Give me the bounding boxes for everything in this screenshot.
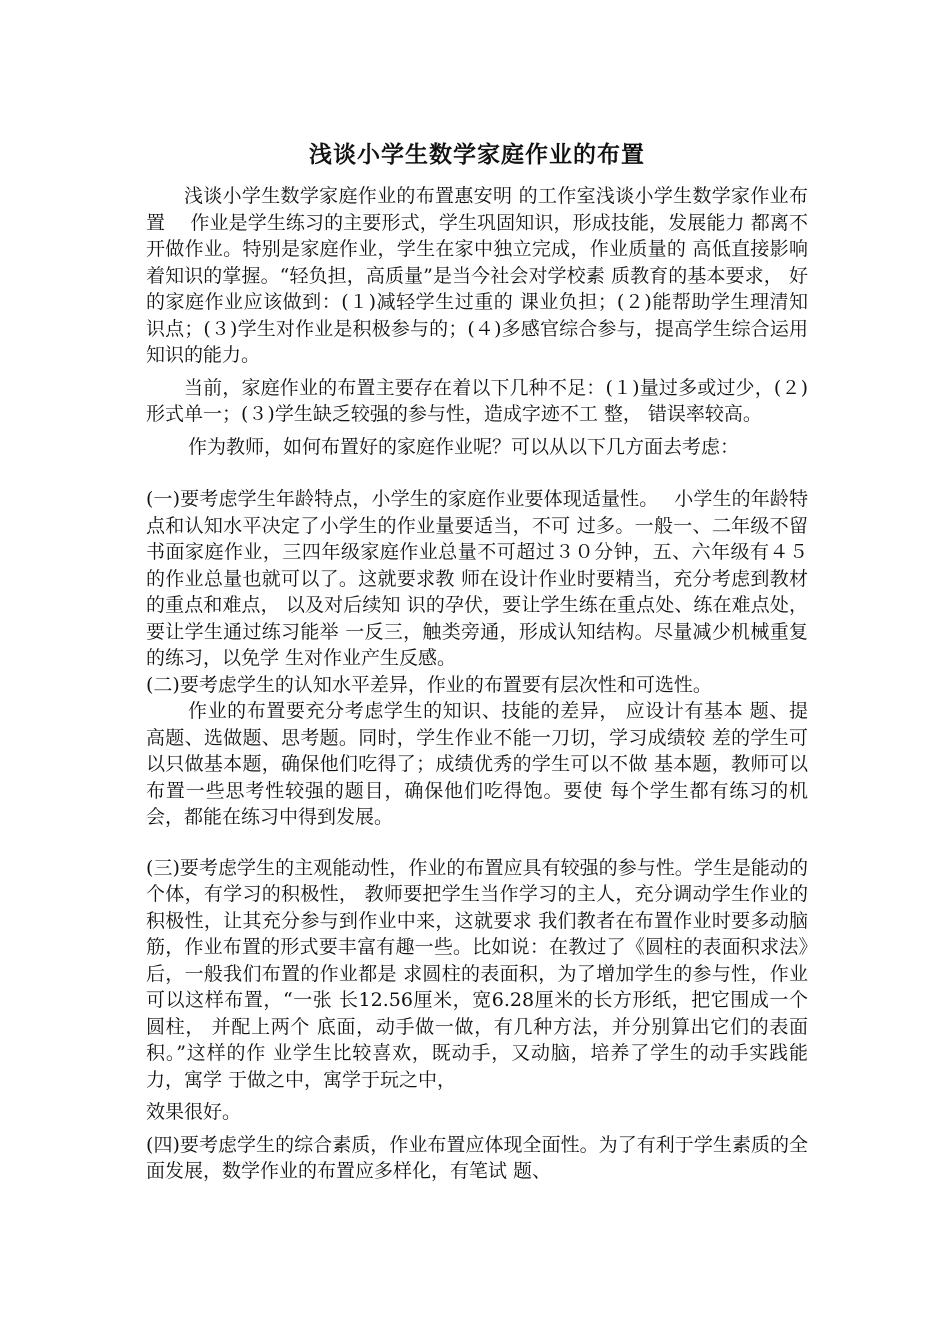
document-title: 浅谈小学生数学家庭作业的布置	[309, 141, 645, 168]
paragraph-section-1: (一)要考虑学生年龄特点，小学生的家庭作业要体现适量性。 小学生的年龄特点和认知水平决定了小学生的作业量要适当，不可 过多。一般一、二年级不留书面家庭作业，三四年级家庭作业总量不可超过３０分钟，五、六年级有４５的作业总量也就可以了。这就要求教 师在设计作业时要精当，充分考虑到教材的重点和难点， 以及对后续知 识的孕伏，要让学生练在重点处、练在难点处，要让学生通过练习能举 一反三，触类旁通，形成认知结构。尽量减少机械重复的练习，以免学 生对作业产生反感。	[146, 488, 808, 669]
paragraph-section-2-body: 作业的布置要充分考虑学生的知识、技能的差异， 应设计有基本 题、提高题、选做题、思考题。同时，学生作业不能一刀切，学习成绩较 差的学生可以只做基本题，确保他们吃得了；成绩优秀的学生可以不做 基本题，教师可以布置一些思考性较强的题目，确保他们吃得饱。要使 每个学生都有练习的机会，都能在练习中得到发展。	[146, 700, 808, 828]
paragraph-intro: 浅谈小学生数学家庭作业的布置惠安明 的工作室浅谈小学生数学家作业布置 作业是学生练习的主要形式，学生巩固知识，形成技能，发展能力 都离不开做作业。特别是家庭作业，学生在家中独立完成，作业质量的 高低直接影响着知识的掌握。“轻负担，高质量”是当今社会对学校素 质教育的基本要求， 好的家庭作业应该做到：(１)减轻学生过重的 课业负担；(２)能帮助学生理清知识点；(３)学生对作业是积极参与的；(４)多感官综合参与，提高学生综合运用知识的能力。	[146, 185, 808, 366]
paragraph-section-2-heading: (二)要考虑学生的认知水平差异，作业的布置要有层次性和可选性。	[146, 673, 712, 696]
paragraph-section-3-end: 效果很好。	[146, 1101, 242, 1123]
paragraph-question: 作为教师，如何布置好的家庭作业呢？可以从以下几方面去考虑：	[188, 435, 740, 458]
paragraph-section-4: (四)要考虑学生的综合素质，作业布置应体现全面性。为了有利于学生素质的全面发展，数学作业的布置应多样化，有笔试 题、	[146, 1133, 808, 1182]
document-page	[146, 128, 808, 1185]
paragraph-shortcomings: 当前，家庭作业的布置主要存在着以下几种不足：(１)量过多或过少，(２)形式单一；(３)学生缺乏较强的参与性，造成字迹不工 整， 错误率较高。	[146, 376, 808, 425]
paragraph-section-3: (三)要考虑学生的主观能动性，作业的布置应具有较强的参与性。学生是能动的个体，有学习的积极性， 教师要把学生当作学习的主人，充分调动学生作业的积极性，让其充分参与到作业中来，这就要求 我们教者在布置作业时要多动脑筋，作业布置的形式要丰富有趣一些。比如说：在教过了《圆柱的表面积求法》后，一般我们布置的作业都是 求圆柱的表面积，为了增加学生的参与性，作业可以这样布置，“一张 长12.56厘米，宽6.28厘米的长方形纸，把它围成一个圆柱， 并配上两个 底面，动手做一做，有几种方法，并分别算出它们的表面积。”这样的作 业学生比较喜欢，既动手，又动脑，培养了学生的动手实践能力，寓学 于做之中，寓学于玩之中，	[146, 856, 808, 1091]
